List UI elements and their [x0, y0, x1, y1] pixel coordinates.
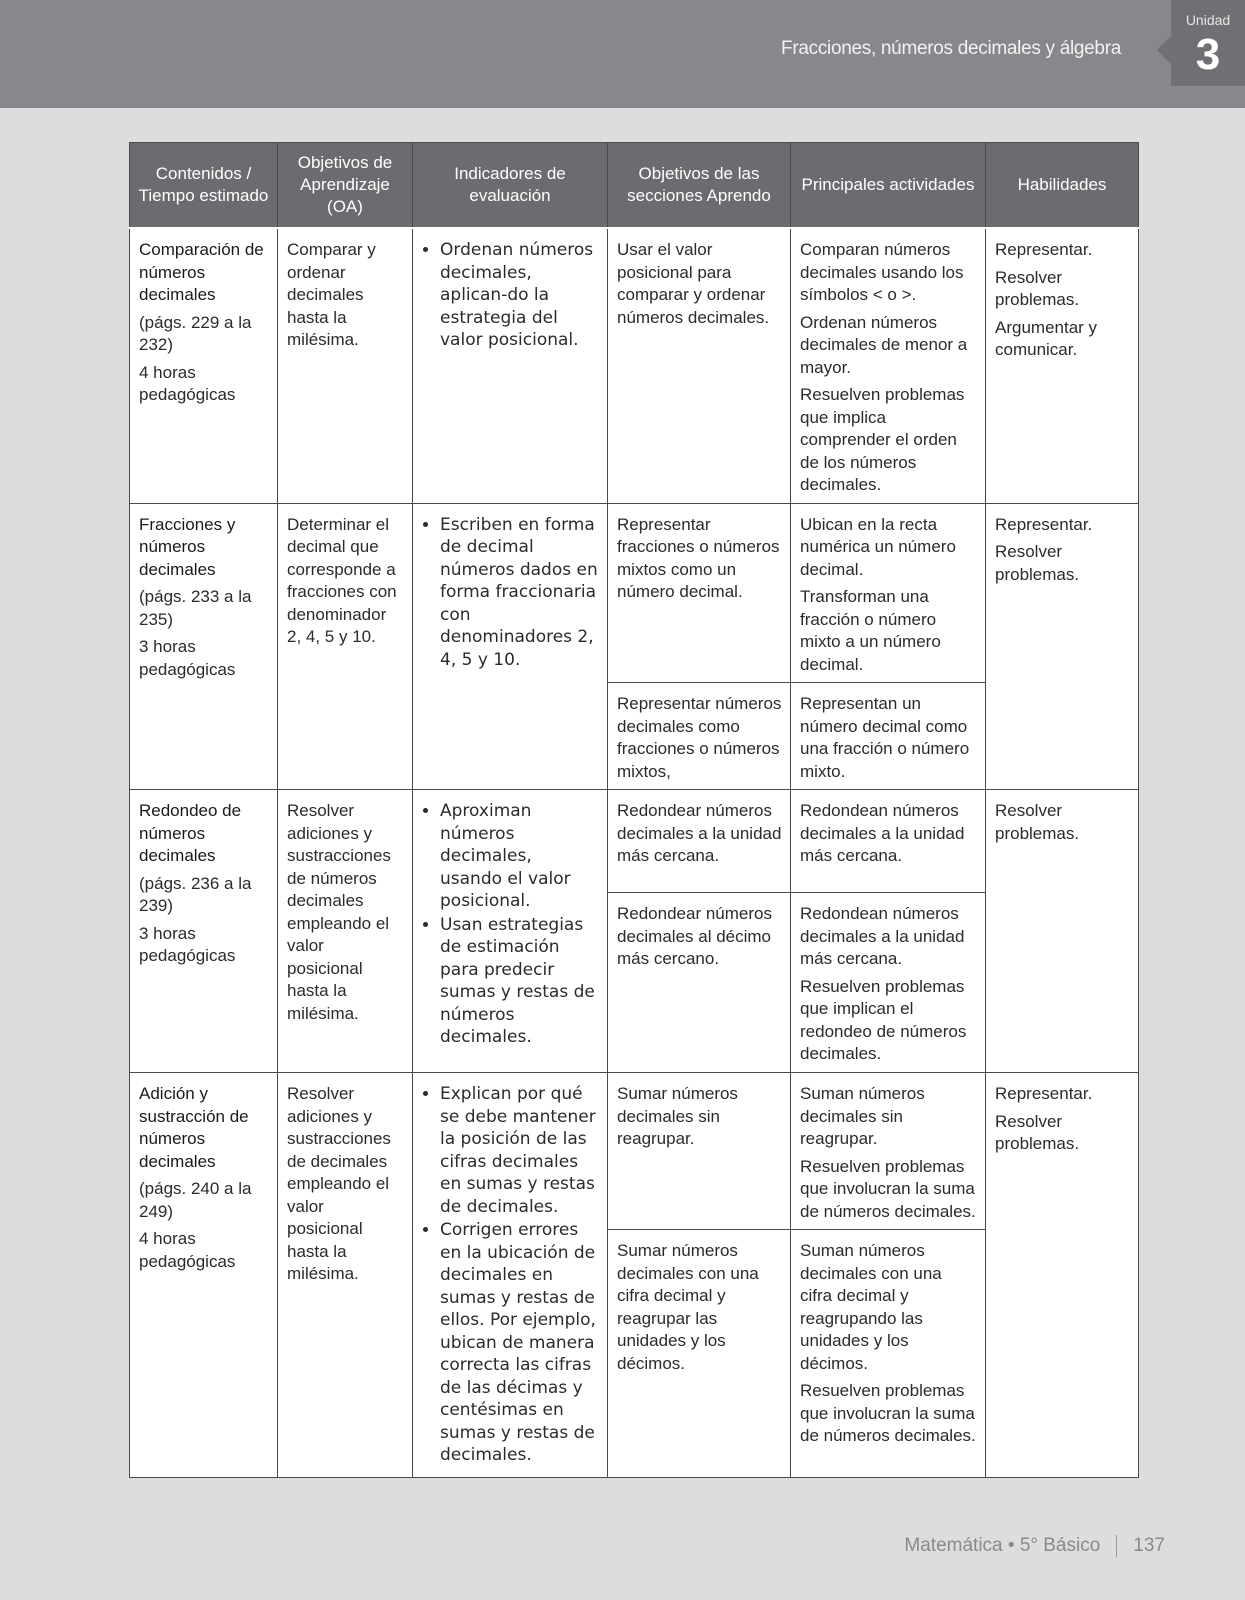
indicator-item: • Usan estrategias de estimación para predecir sumas y restas de números decimales. — [440, 914, 599, 1049]
page-footer — [904, 1535, 1165, 1557]
activity-item: Resuelven problemas que involucran la suma de números decimales. — [800, 1381, 976, 1445]
indicator-item: • Corrigen errores en la ubicación de decimales en sumas y restas de ellos. Por ejemplo, ubican de manera correcta las cifras de las décimas y centésimas en sumas y restas de decimales. — [440, 1219, 599, 1467]
indicators-cell — [413, 1073, 608, 1478]
table-row — [130, 1073, 1139, 1230]
header-actividades: Principales actividades — [791, 143, 986, 229]
content-pages: (págs. 240 a la 249) — [139, 1179, 252, 1221]
footer-subject: Matemática • 5° Básico — [904, 1535, 1101, 1557]
header-band — [0, 0, 1245, 108]
activities-cell — [791, 503, 986, 683]
content-pages: (págs. 229 a la 232) — [139, 312, 252, 354]
activity-item: Resuelven problemas que implica comprender el orden de los números decimales. — [800, 385, 965, 494]
skills-cell — [986, 1073, 1139, 1478]
section-objective-cell: Usar el valor posicional para comparar y ordenar números decimales. — [608, 228, 791, 503]
activity-item: Comparan números decimales usando los símbolos < o >. — [800, 240, 964, 304]
header-objetivos-secciones: Objetivos de las secciones Aprendo — [608, 143, 791, 229]
content-title: Redondeo de números decimales — [139, 801, 242, 865]
table-row — [130, 790, 1139, 893]
table-header-row — [130, 143, 1139, 229]
activities-cell — [791, 1073, 986, 1230]
header-habilidades: Habilidades — [986, 143, 1139, 229]
content-time: 3 horas pedagógicas — [139, 637, 236, 679]
oa-cell: Resolver adiciones y sustracciones de decimales empleando el valor posicional hasta la milésima. — [278, 1073, 413, 1478]
activity-item: Transforman una fracción o número mixto a un número decimal. — [800, 587, 941, 674]
skill-item: Representar. — [995, 514, 1093, 534]
skill-item: Resolver problemas. — [995, 542, 1080, 584]
section-objective-cell: Sumar números decimales con una cifra decimal y reagrupar las unidades y los décimos. — [608, 1230, 791, 1478]
content-cell — [130, 790, 278, 1073]
skill-item: Representar. — [995, 240, 1093, 259]
skills-cell — [986, 790, 1139, 1073]
content-cell — [130, 228, 278, 503]
indicators-cell — [413, 228, 608, 503]
activity-item: Redondean números decimales a la unidad más cercana. — [800, 904, 965, 968]
activities-cell — [791, 790, 986, 893]
content-title: Comparación de números decimales — [139, 240, 264, 304]
activities-cell — [791, 893, 986, 1073]
skill-item: Resolver problemas. — [995, 801, 1080, 843]
content-cell — [130, 1073, 278, 1478]
indicators-cell — [413, 503, 608, 790]
activity-item: Ubican en la recta numérica un número decimal. — [800, 514, 956, 579]
section-objective-cell: Representar números decimales como fracciones o números mixtos, — [608, 683, 791, 790]
activity-item: Suman números decimales con una cifra decimal y reagrupando las unidades y los décimos. — [800, 1241, 942, 1373]
content-title: Fracciones y números decimales — [139, 514, 236, 579]
content-pages: (págs. 236 a la 239) — [139, 873, 252, 915]
skill-item: Resolver problemas. — [995, 267, 1080, 309]
oa-cell: Resolver adiciones y sustracciones de números decimales empleando el valor posicional hasta la milésima. — [278, 790, 413, 1073]
oa-cell: Comparar y ordenar decimales hasta la milésima. — [278, 228, 413, 503]
indicator-item: • Ordenan números decimales, aplican-do la estrategia del valor posicional. — [440, 239, 599, 352]
table-row — [130, 503, 1139, 683]
footer-divider — [1116, 1535, 1117, 1557]
indicator-item: • Escriben en forma de decimal números dados en forma fraccionaria con denominadores 2, 4, 5 y 10. — [440, 514, 599, 672]
header-indicadores: Indicadores de evaluación — [413, 143, 608, 229]
section-objective-cell: Redondear números decimales al décimo más cercano. — [608, 893, 791, 1073]
indicators-cell — [413, 790, 608, 1073]
planning-table — [129, 142, 1139, 1478]
table-row — [130, 228, 1139, 503]
content-title: Adición y sustracción de números decimales — [139, 1084, 249, 1171]
skills-cell — [986, 228, 1139, 503]
activities-cell — [791, 1230, 986, 1478]
activity-item: Suman números decimales sin reagrupar. — [800, 1084, 925, 1148]
activity-item: Redondean números decimales a la unidad más cercana. — [800, 801, 965, 865]
activity-item: Ordenan números decimales de menor a mayor. — [800, 312, 968, 377]
header-contenidos: Contenidos / Tiempo estimado — [130, 143, 278, 229]
skills-cell — [986, 503, 1139, 790]
unit-number: 3 — [1195, 30, 1221, 79]
header-objetivos-aprendizaje: Objetivos de Aprendizaje (OA) — [278, 143, 413, 229]
page-number: 137 — [1133, 1535, 1165, 1557]
content-pages: (págs. 233 a la 235) — [139, 587, 252, 629]
activity-item: Resuelven problemas que implican el redondeo de números decimales. — [800, 976, 967, 1063]
activities-cell — [791, 683, 986, 790]
activity-item: Resuelven problemas que involucran la suma de números decimales. — [800, 1156, 976, 1221]
section-objective-cell: Redondear números decimales a la unidad más cercana. — [608, 790, 791, 893]
skill-item: Argumentar y comunicar. — [995, 317, 1098, 359]
content-time: 4 horas pedagógicas — [139, 1229, 236, 1271]
content-cell — [130, 503, 278, 790]
skill-item: Representar. — [995, 1084, 1093, 1103]
indicator-item: • Explican por qué se debe mantener la posición de las cifras decimales en sumas y restas de decimales. — [440, 1083, 599, 1218]
unit-title: Fracciones, números decimales y álgebra — [781, 38, 1121, 59]
unit-label: Unidad — [1185, 12, 1231, 28]
indicator-item: • Aproximan números decimales, usando el valor posicional. — [440, 800, 599, 913]
activity-item: Representan un número decimal como una fracción o número mixto. — [800, 694, 970, 781]
content-time: 4 horas pedagógicas — [139, 362, 236, 404]
unit-tab — [1171, 0, 1245, 86]
skill-item: Resolver problemas. — [995, 1111, 1080, 1153]
section-objective-cell: Sumar números decimales sin reagrupar. — [608, 1073, 791, 1230]
section-objective-cell: Representar fracciones o números mixtos como un número decimal. — [608, 503, 791, 683]
oa-cell: Determinar el decimal que corresponde a fracciones con denominador 2, 4, 5 y 10. — [278, 503, 413, 790]
content-time: 3 horas pedagógicas — [139, 923, 236, 965]
activities-cell — [791, 228, 986, 503]
